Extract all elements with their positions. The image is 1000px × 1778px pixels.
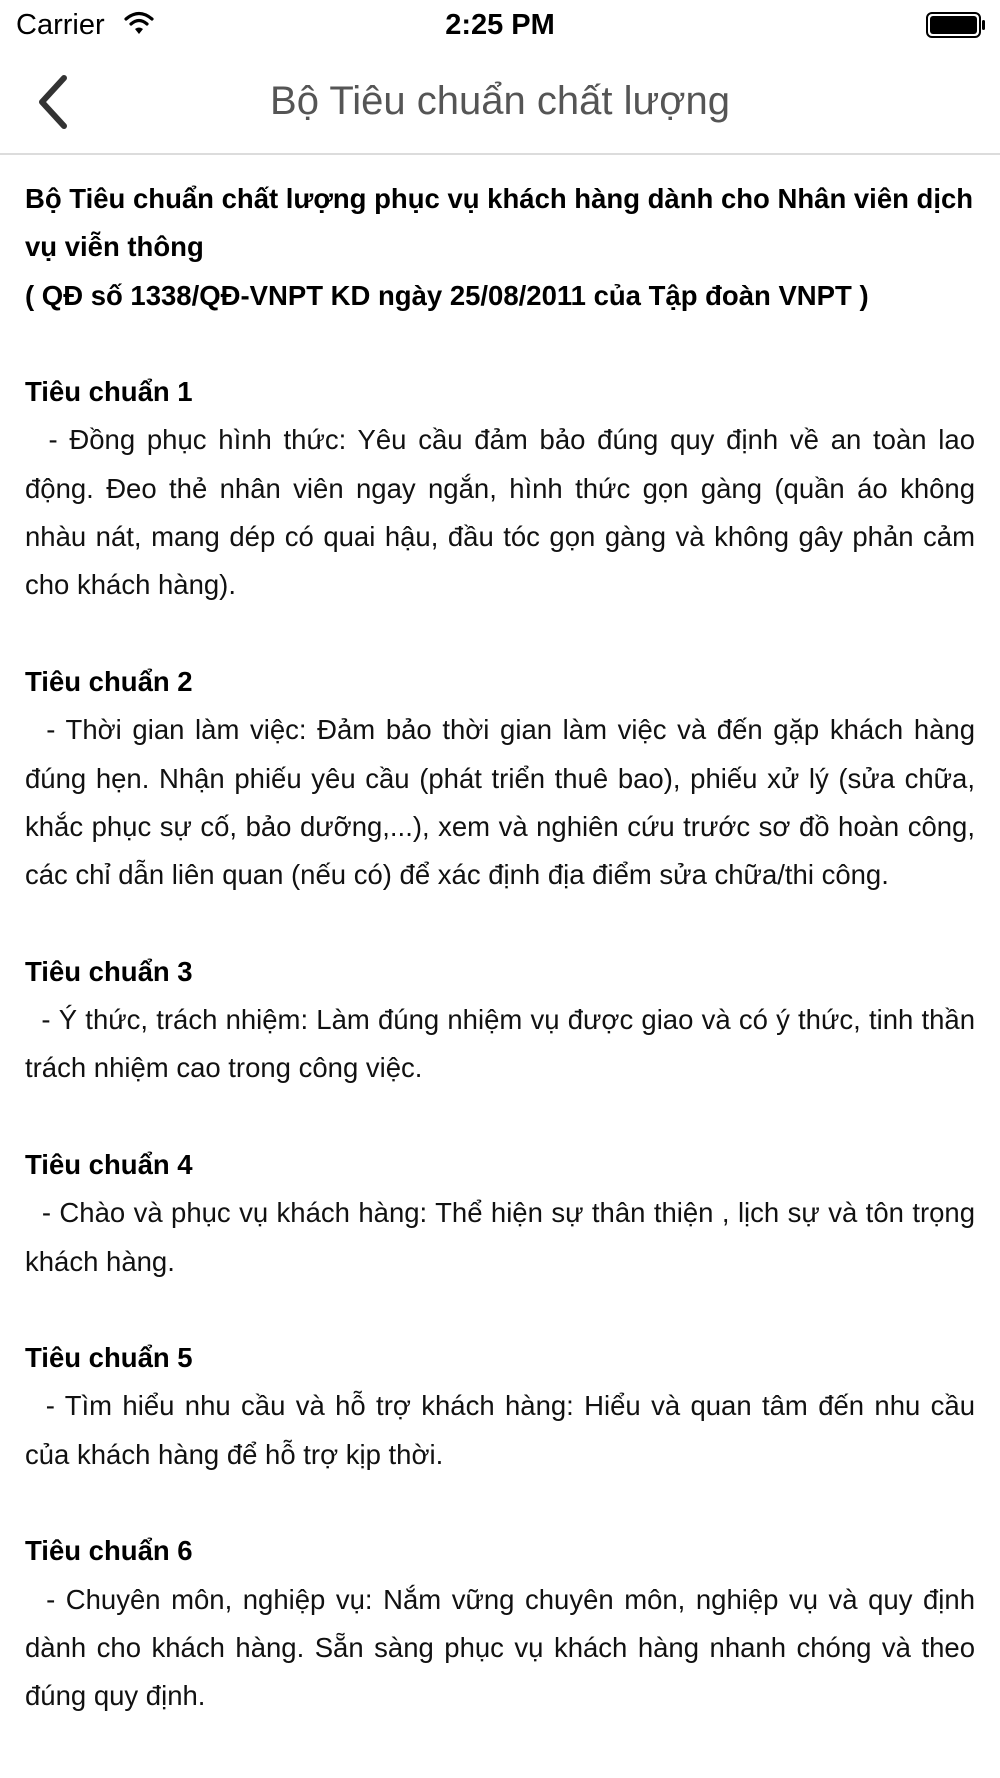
standard-section bbox=[25, 368, 983, 609]
standard-text: - Tìm hiểu nhu cầu và hỗ trợ khách hàng: Hiểu và quan tâm đến nhu cầu của khách hàng để hỗ trợ kịp thời. bbox=[25, 1390, 983, 1470]
status-bar bbox=[0, 0, 1000, 50]
document-heading: Bộ Tiêu chuẩn chất lượng phục vụ khách hàng dành cho Nhân viên dịch vụ viễn thông bbox=[25, 183, 974, 263]
chevron-left-icon bbox=[24, 72, 84, 132]
standard-section bbox=[25, 1334, 983, 1479]
status-time: 2:25 PM bbox=[445, 9, 555, 41]
standard-title: Tiêu chuẩn 1 bbox=[25, 376, 193, 408]
battery-icon bbox=[926, 12, 986, 38]
document-content bbox=[25, 175, 983, 1721]
standard-text: - Đồng phục hình thức: Yêu cầu đảm bảo đúng quy định về an toàn lao động. Đeo thẻ nhân viên ngay ngắn, hình thức gọn gàng (quần áo không nhàu nát, mang dép có quai hậu, đầu tóc gọn gàng và không gây phản cảm cho khách hàng). bbox=[25, 424, 983, 601]
carrier-label: Carrier bbox=[16, 9, 105, 41]
standard-section bbox=[25, 1141, 983, 1286]
standard-title: Tiêu chuẩn 6 bbox=[25, 1535, 193, 1567]
document-reference: ( QĐ số 1338/QĐ-VNPT KD ngày 25/08/2011 của Tập đoàn VNPT ) bbox=[25, 279, 869, 311]
standard-text: - Thời gian làm việc: Đảm bảo thời gian làm việc và đến gặp khách hàng đúng hẹn. Nhận phiếu yêu cầu (phát triển thuê bao), phiếu xử lý (sửa chữa, khắc phục sự cố, bảo dưỡng,...), xem và nghiên cứu trước sơ đồ hoàn công, các chỉ dẫn liên quan (nếu có) để xác định địa điểm sửa chữa/thi công. bbox=[25, 714, 983, 891]
standard-title: Tiêu chuẩn 5 bbox=[25, 1342, 193, 1374]
standard-text: - Chuyên môn, nghiệp vụ: Nắm vững chuyên môn, nghiệp vụ và quy định dành cho khách hàng. Sẵn sàng phục vụ khách hàng nhanh chóng và theo đúng quy định. bbox=[25, 1583, 983, 1712]
standard-title: Tiêu chuẩn 2 bbox=[25, 665, 193, 697]
standard-section bbox=[25, 948, 983, 1093]
standard-title: Tiêu chuẩn 3 bbox=[25, 955, 193, 987]
standard-section bbox=[25, 658, 983, 899]
standard-section bbox=[25, 1527, 983, 1720]
standard-title: Tiêu chuẩn 4 bbox=[25, 1148, 193, 1180]
standard-text: - Chào và phục vụ khách hàng: Thể hiện sự thân thiện , lịch sự và tôn trọng khách hàng. bbox=[25, 1197, 983, 1277]
back-button[interactable] bbox=[24, 72, 84, 132]
navigation-bar bbox=[0, 50, 1000, 155]
page-title: Bộ Tiêu chuẩn chất lượng bbox=[270, 79, 730, 123]
standard-text: - Ý thức, trách nhiệm: Làm đúng nhiệm vụ được giao và có ý thức, tinh thần trách nhiệm cao trong công việc. bbox=[25, 1004, 983, 1084]
